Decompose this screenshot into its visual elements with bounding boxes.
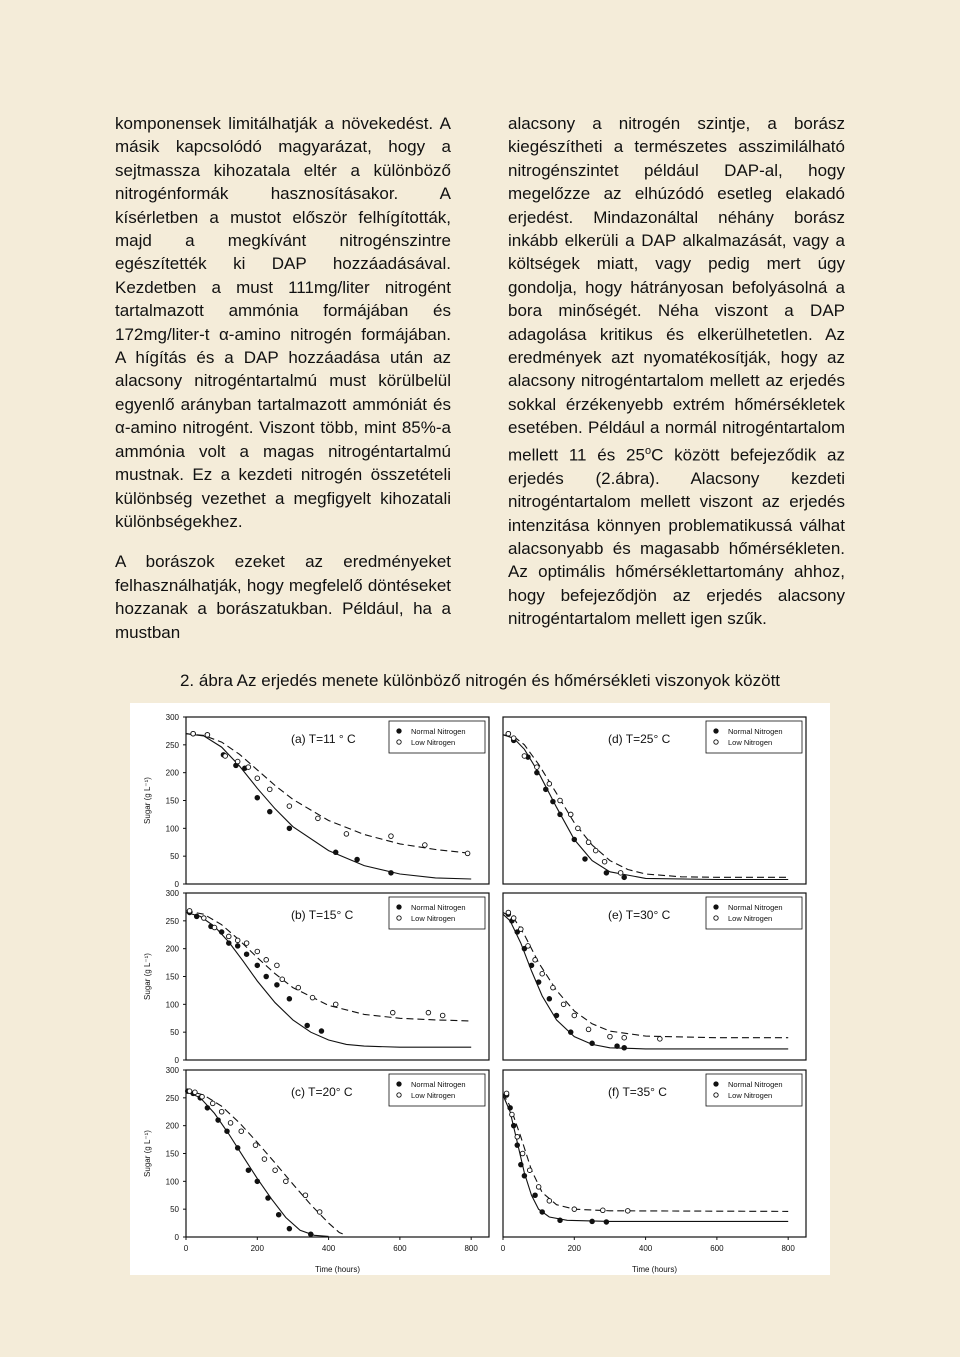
low-nitrogen-point: [426, 1010, 431, 1015]
normal-nitrogen-point: [622, 875, 627, 880]
normal-nitrogen-point: [305, 1023, 310, 1028]
legend-entry: Low Nitrogen: [728, 1091, 773, 1100]
low-nitrogen-point: [255, 949, 260, 954]
normal-nitrogen-point: [529, 963, 534, 968]
low-nitrogen-point: [658, 1037, 663, 1042]
legend-open-marker: [397, 1093, 401, 1097]
legend-box: [389, 1074, 485, 1106]
normal-nitrogen-point: [244, 952, 249, 957]
left-paragraph-2: A borászok ezeket az eredményeket felhasználhatják, hogy megfelelő döntéseket hozzanak a borászatukban. Például, ha a mustban: [115, 552, 451, 642]
low-nitrogen-point: [333, 1002, 338, 1007]
y-tick-label: 50: [170, 1028, 179, 1038]
normal-nitrogen-point: [519, 1162, 524, 1167]
normal-nitrogen-curve: [186, 1091, 329, 1236]
y-axis-label: Sugar (g L⁻¹): [143, 777, 152, 824]
low-nitrogen-point: [344, 832, 349, 837]
low-nitrogen-point: [625, 1209, 630, 1214]
normal-nitrogen-point: [604, 1220, 609, 1225]
low-nitrogen-point: [527, 1168, 532, 1173]
normal-nitrogen-point: [287, 1226, 292, 1231]
x-tick-label: 800: [781, 1244, 795, 1253]
legend-entry: Normal Nitrogen: [728, 903, 783, 912]
low-nitrogen-point: [287, 804, 292, 809]
legend-box: [389, 897, 485, 929]
low-nitrogen-point: [551, 985, 556, 990]
low-nitrogen-point: [506, 910, 511, 915]
low-nitrogen-point: [576, 826, 581, 831]
legend-box: [706, 1074, 802, 1106]
legend-open-marker: [714, 916, 718, 920]
low-nitrogen-point: [526, 944, 531, 949]
legend-filled-marker: [714, 905, 718, 909]
legend-entry: Low Nitrogen: [411, 914, 456, 923]
low-nitrogen-point: [511, 916, 516, 921]
normal-nitrogen-point: [558, 1218, 563, 1223]
low-nitrogen-point: [212, 925, 217, 930]
normal-nitrogen-curve: [503, 1095, 788, 1221]
x-axis-label: Time (hours): [631, 1265, 678, 1274]
degree-superscript: o: [644, 444, 652, 457]
low-nitrogen-point: [602, 859, 607, 864]
legend-entry: Normal Nitrogen: [411, 903, 466, 912]
normal-nitrogen-point: [535, 770, 540, 775]
normal-nitrogen-point: [264, 974, 269, 979]
y-tick-label: 200: [165, 944, 179, 954]
legend-filled-marker: [714, 1082, 718, 1086]
normal-nitrogen-point: [572, 837, 577, 842]
low-nitrogen-point: [193, 1090, 198, 1095]
chart-panel-b: [143, 889, 489, 1065]
legend-filled-marker: [397, 729, 401, 733]
normal-nitrogen-point: [583, 857, 588, 862]
x-tick-label: 400: [638, 1244, 653, 1253]
normal-nitrogen-point: [267, 809, 272, 814]
normal-nitrogen-point: [540, 1210, 545, 1215]
normal-nitrogen-point: [219, 930, 224, 935]
y-axis-label: Sugar (g L⁻¹): [143, 1130, 152, 1177]
low-nitrogen-point: [504, 1091, 509, 1096]
normal-nitrogen-point: [604, 871, 609, 876]
left-text-column: [115, 112, 451, 644]
y-tick-label: 150: [165, 972, 179, 982]
low-nitrogen-point: [440, 1013, 445, 1018]
legend-filled-marker: [397, 1082, 401, 1086]
panel-title: (b) T=15° C: [291, 908, 354, 922]
y-tick-label: 0: [174, 880, 179, 889]
panel-title: (e) T=30° C: [608, 908, 671, 922]
low-nitrogen-point: [423, 843, 428, 848]
panel-title: (d) T=25° C: [608, 732, 671, 746]
legend-entry: Normal Nitrogen: [411, 1080, 466, 1089]
chart-panel-c: [143, 1066, 489, 1274]
normal-nitrogen-point: [333, 850, 338, 855]
legend-entry: Low Nitrogen: [728, 914, 773, 923]
low-nitrogen-point: [284, 1179, 289, 1184]
low-nitrogen-point: [465, 851, 470, 856]
legend-box: [706, 721, 802, 753]
normal-nitrogen-point: [590, 1219, 595, 1224]
low-nitrogen-point: [280, 977, 285, 982]
normal-nitrogen-point: [389, 871, 394, 876]
panel-title: (a) T=11 ° C: [291, 732, 356, 746]
low-nitrogen-point: [310, 995, 315, 1000]
legend-entry: Low Nitrogen: [411, 1091, 456, 1100]
y-tick-label: 150: [165, 796, 179, 806]
y-tick-label: 100: [165, 824, 179, 834]
normal-nitrogen-point: [319, 1029, 324, 1034]
normal-nitrogen-curve: [503, 735, 788, 880]
low-nitrogen-point: [535, 765, 540, 770]
low-nitrogen-point: [522, 754, 527, 759]
y-tick-label: 50: [170, 1205, 179, 1215]
low-nitrogen-point: [253, 1143, 258, 1148]
normal-nitrogen-point: [522, 1173, 527, 1178]
low-nitrogen-point: [202, 916, 207, 921]
low-nitrogen-point: [506, 731, 511, 736]
low-nitrogen-point: [601, 1208, 606, 1213]
low-nitrogen-point: [572, 1013, 577, 1018]
normal-nitrogen-point: [568, 1030, 573, 1035]
normal-nitrogen-point: [355, 857, 360, 862]
low-nitrogen-point: [235, 759, 240, 764]
low-nitrogen-point: [520, 1151, 525, 1156]
normal-nitrogen-point: [551, 799, 556, 804]
fermentation-figure: [130, 703, 830, 1275]
low-nitrogen-point: [210, 1101, 215, 1106]
x-tick-label: 800: [464, 1244, 478, 1253]
chart-panel-f: [501, 1070, 806, 1274]
legend-entry: Normal Nitrogen: [411, 727, 466, 736]
legend-filled-marker: [397, 905, 401, 909]
y-tick-label: 0: [174, 1233, 179, 1242]
low-nitrogen-point: [200, 1094, 205, 1099]
low-nitrogen-point: [510, 1112, 515, 1117]
low-nitrogen-point: [244, 941, 249, 946]
normal-nitrogen-point: [590, 1041, 595, 1046]
low-nitrogen-point: [246, 765, 251, 770]
low-nitrogen-point: [223, 754, 228, 759]
low-nitrogen-point: [303, 1193, 308, 1198]
low-nitrogen-point: [187, 1089, 192, 1094]
low-nitrogen-point: [187, 909, 192, 914]
low-nitrogen-point: [239, 1129, 244, 1134]
normal-nitrogen-point: [226, 941, 231, 946]
right-paragraph-text-b: C között befejeződik az erjedés (2.ábra). Alacsony kezdeti nitrogéntartalom mellett viszont az erjedés intenzitása könnyen problematikussá válhat alacsonyabb és magasabb hőmérsékleten. Az optimális hőmérséklettartomány ahhoz, hogy befejeződjön az erjedés alacsony nitrogéntartalom mellett igen szűk.: [508, 445, 845, 629]
low-nitrogen-point: [540, 971, 545, 976]
low-nitrogen-point: [267, 787, 272, 792]
x-tick-label: 600: [393, 1244, 407, 1253]
low-nitrogen-point: [547, 1199, 552, 1204]
right-text-column: [508, 112, 845, 631]
normal-nitrogen-curve: [503, 914, 788, 1049]
y-tick-label: 100: [165, 1000, 179, 1010]
low-nitrogen-curve: [186, 1090, 346, 1235]
low-nitrogen-point: [390, 1010, 395, 1015]
normal-nitrogen-point: [275, 983, 280, 988]
x-tick-label: 200: [567, 1244, 581, 1253]
x-tick-label: 0: [183, 1244, 189, 1253]
x-tick-label: 600: [710, 1244, 724, 1253]
left-paragraph-1: komponensek limitálhatják a növekedést. A másik kapcsolódó magyarázat, hogy a sejtmassza kihozatala eltér a különböző nitrogénformák hasznosításakor. A kísérletben a mustot először felhígították, majd a megkívánt nitrogénszintre egészítették ki DAP hozzáadásával. Kezdetben a must 111mg/liter nitrogént tartalmazott ammónia formájában és 172mg/liter-t α-amino nitrogén formájában. A hígítás és a DAP hozzáadása után az alacsony nitrogéntartalmú must körülbelül egyenlő arányban tartalmazott ammóniát és α-amino nitrogént. Viszont több, mint 85%-a ammónia volt a magas nitrogéntartalmú mustnak. Ez a kezdeti nitrogén összetételi különbség vezethet a megfigyelt kihozatali különbségekhez.: [115, 114, 451, 531]
y-axis-label: Sugar (g L⁻¹): [143, 953, 152, 1000]
y-tick-label: 300: [165, 1066, 179, 1075]
low-nitrogen-point: [533, 958, 538, 963]
legend-open-marker: [397, 916, 401, 920]
low-nitrogen-point: [191, 731, 196, 736]
low-nitrogen-curve: [503, 1093, 788, 1211]
y-tick-label: 300: [165, 713, 179, 722]
low-nitrogen-point: [586, 1027, 591, 1032]
normal-nitrogen-point: [543, 787, 548, 792]
normal-nitrogen-point: [558, 812, 563, 817]
low-nitrogen-point: [568, 812, 573, 817]
low-nitrogen-point: [547, 782, 552, 787]
low-nitrogen-point: [519, 927, 524, 932]
normal-nitrogen-point: [205, 1106, 210, 1111]
panel-title: (f) T=35° C: [608, 1085, 667, 1099]
normal-nitrogen-point: [622, 1045, 627, 1050]
y-tick-label: 100: [165, 1177, 179, 1187]
normal-nitrogen-point: [276, 1212, 281, 1217]
legend-box: [706, 897, 802, 929]
low-nitrogen-point: [219, 1109, 224, 1114]
low-nitrogen-point: [389, 834, 394, 839]
low-nitrogen-point: [572, 1207, 577, 1212]
y-tick-label: 50: [170, 852, 179, 862]
normal-nitrogen-point: [287, 996, 292, 1001]
low-nitrogen-point: [296, 985, 301, 990]
low-nitrogen-point: [226, 934, 231, 939]
normal-nitrogen-point: [615, 1044, 620, 1049]
low-nitrogen-point: [608, 1034, 613, 1039]
low-nitrogen-point: [275, 963, 280, 968]
low-nitrogen-point: [622, 1035, 627, 1040]
chart-panel-d: [503, 717, 806, 884]
y-tick-label: 300: [165, 889, 179, 898]
chart-panel-a: [143, 713, 489, 889]
normal-nitrogen-point: [225, 1129, 230, 1134]
low-nitrogen-point: [255, 776, 260, 781]
normal-nitrogen-point: [216, 1118, 221, 1123]
low-nitrogen-point: [316, 816, 321, 821]
normal-nitrogen-point: [255, 1179, 260, 1184]
legend-open-marker: [397, 740, 401, 744]
legend-entry: Normal Nitrogen: [728, 1080, 783, 1089]
normal-nitrogen-point: [266, 1196, 271, 1201]
low-nitrogen-point: [205, 733, 210, 738]
normal-nitrogen-point: [511, 1123, 516, 1128]
low-nitrogen-point: [273, 1168, 278, 1173]
panel-title: (c) T=20° C: [291, 1085, 353, 1099]
y-tick-label: 250: [165, 740, 179, 750]
low-nitrogen-point: [558, 798, 563, 803]
x-tick-label: 0: [500, 1244, 506, 1253]
normal-nitrogen-curve: [186, 913, 471, 1048]
normal-nitrogen-point: [536, 980, 541, 985]
right-paragraph-1: [508, 112, 845, 631]
y-tick-label: 250: [165, 916, 179, 926]
legend-entry: Low Nitrogen: [411, 738, 456, 747]
normal-nitrogen-point: [194, 914, 199, 919]
normal-nitrogen-point: [235, 944, 240, 949]
low-nitrogen-point: [586, 840, 591, 845]
legend-open-marker: [714, 1093, 718, 1097]
right-paragraph-text-a: alacsony a nitrogén szintje, a borász kiegészítheti a természetes asszimilálható nitrogénszintet például DAP-al, hogy megelőzze az elhúzódó esetleg elakadó erjedést. Mindazonáltal néhány borász inkább elkerüli a DAP alkalmazását, vagy a költségek miatt, vagy pedig mert úgy gondolja, hogy hátrányosan befolyásolná a bora minőségét. Néha viszont a DAP adagolása kritikus és elkerülhetetlen. Az eredmények azt nyomatékosítják, hogy az alacsony nitrogéntartalom mellett az erjedés sokkal érzékenyebb extrém hőmérsékletek esetében. Például a normál nitrogéntartalom mellett 11 és 25: [508, 114, 845, 465]
low-nitrogen-point: [593, 848, 598, 853]
low-nitrogen-point: [561, 1002, 566, 1007]
low-nitrogen-curve: [503, 913, 788, 1038]
figure-caption: 2. ábra Az erjedés menete különböző nitrogén és hőmérsékleti viszonyok között: [179, 671, 781, 690]
normal-nitrogen-point: [308, 1232, 313, 1237]
normal-nitrogen-curve: [186, 734, 471, 879]
chart-panel-e: [503, 893, 806, 1060]
y-tick-label: 250: [165, 1093, 179, 1103]
low-nitrogen-point: [511, 736, 516, 741]
low-nitrogen-point: [228, 1121, 233, 1126]
legend-open-marker: [714, 740, 718, 744]
legend-box: [389, 721, 485, 753]
y-tick-label: 0: [174, 1056, 179, 1065]
low-nitrogen-point: [262, 1157, 267, 1162]
low-nitrogen-point: [317, 1210, 322, 1215]
legend-entry: Normal Nitrogen: [728, 727, 783, 736]
fermentation-chart-grid: [130, 703, 830, 1275]
x-tick-label: 200: [250, 1244, 264, 1253]
normal-nitrogen-point: [515, 1143, 520, 1148]
normal-nitrogen-point: [255, 963, 260, 968]
normal-nitrogen-point: [287, 826, 292, 831]
low-nitrogen-point: [618, 871, 623, 876]
low-nitrogen-curve: [503, 735, 788, 878]
low-nitrogen-point: [515, 1135, 520, 1140]
normal-nitrogen-point: [547, 996, 552, 1001]
legend-entry: Low Nitrogen: [728, 738, 773, 747]
x-tick-label: 400: [321, 1244, 336, 1253]
legend-filled-marker: [714, 729, 718, 733]
x-axis-label: Time (hours): [314, 1265, 361, 1274]
normal-nitrogen-point: [554, 1013, 559, 1018]
y-tick-label: 150: [165, 1149, 179, 1159]
normal-nitrogen-point: [235, 1146, 240, 1151]
y-tick-label: 200: [165, 768, 179, 778]
low-nitrogen-point: [235, 938, 240, 943]
normal-nitrogen-point: [533, 1193, 538, 1198]
y-tick-label: 200: [165, 1121, 179, 1131]
normal-nitrogen-point: [255, 795, 260, 800]
low-nitrogen-point: [536, 1185, 541, 1190]
normal-nitrogen-point: [246, 1168, 251, 1173]
low-nitrogen-point: [264, 958, 269, 963]
